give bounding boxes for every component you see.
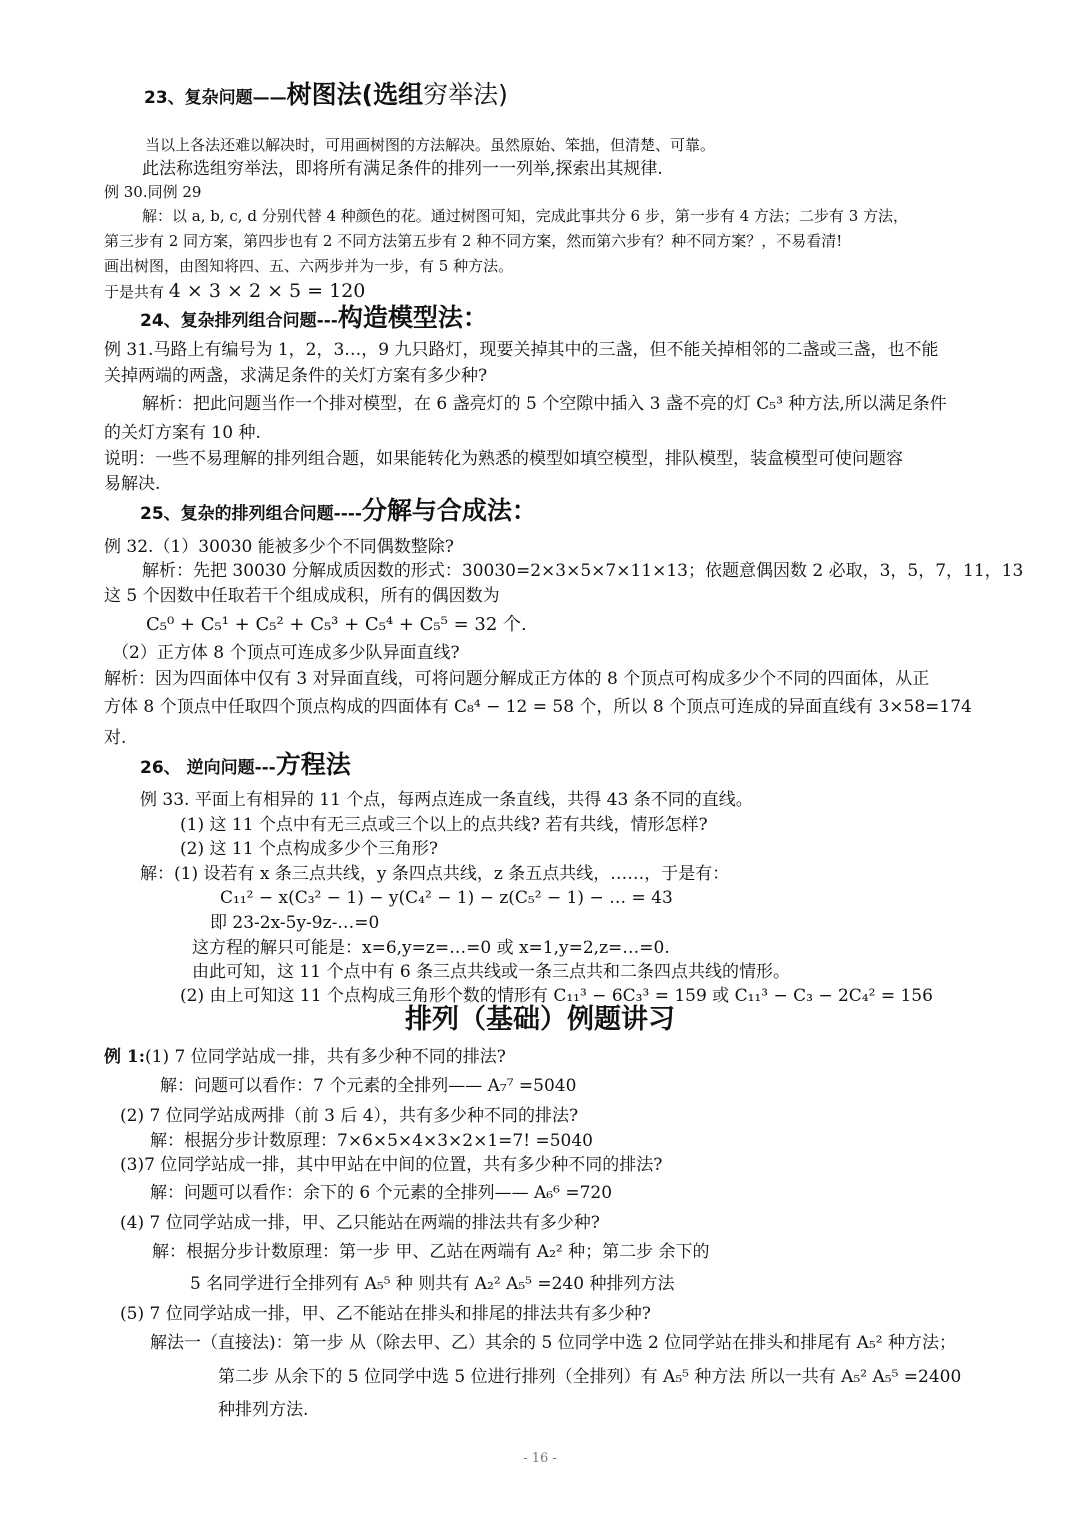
example-1-answer-3: 解：问题可以看作：余下的 6 个元素的全排列—— A₆⁶ =720	[150, 1183, 613, 1203]
example-1-label: 例 1:	[104, 1047, 146, 1067]
s25-line-6: 解析：因为四面体中仅有 3 对异面直线，可将问题分解成正方体的 8 个顶点可构成多少个不同的四面体，从正	[104, 669, 930, 689]
example-1-question-4: (4) 7 位同学站成一排，甲、乙只能站在两端的排法共有多少种?	[120, 1213, 600, 1233]
s26-line-2: (1) 这 11 个点中有无三点或三个以上的点共线? 若有共线，情形怎样?	[180, 815, 708, 835]
s24-line-5: 说明：一些不易理解的排列组合题，如果能转化为熟悉的模型如填空模型，排队模型，装盒模型可使问题容	[104, 449, 903, 469]
s25-formula: C₅⁰ + C₅¹ + C₅² + C₅³ + C₅⁴ + C₅⁵ = 32 个.	[146, 614, 527, 635]
section-24-heading	[140, 303, 488, 333]
section-23-heading-thin: 穷举法)	[423, 80, 508, 109]
s25-line-3: 这 5 个因数中任取若干个组成成积，所有的偶因数为	[104, 586, 500, 606]
example-1-answer-1: 解：问题可以看作：7 个元素的全排列—— A₇⁷ =5040	[160, 1076, 577, 1096]
page-section-title: 排列（基础）例题讲习	[405, 1004, 675, 1035]
section-25-heading	[140, 496, 537, 526]
section-26-heading	[140, 750, 351, 780]
example-1-answer-5c: 种排列方法.	[218, 1400, 309, 1420]
s25-line-8: 对.	[104, 728, 127, 748]
s23-total-prefix: 于是共有	[104, 283, 169, 301]
example-1-answer-2: 解：根据分步计数原理：7×6×5×4×3×2×1=7! =5040	[150, 1131, 593, 1151]
s23-solution-line-1: 解：以 a, b, c, d 分别代替 4 种颜色的花。通过树图可知，完成此事共分 6 步，第一步有 4 方法；二步有 3 方法，	[142, 207, 909, 225]
s25-line-7: 方体 8 个顶点中任取四个顶点构成的四面体有 C₈⁴ − 12 = 58 个，所以 8 个顶点可连成的异面直线有 3×58=174	[104, 697, 972, 717]
example-1-question-3: (3)7 位同学站成一排，其中甲站在中间的位置，共有多少种不同的排法?	[120, 1155, 663, 1175]
section-24-heading-big: 构造模型法：	[337, 303, 488, 332]
example-1-answer-5a: 解法一（直接法)：第一步 从（除去甲、乙）其余的 5 位同学中选 2 位同学站在排头和排尾有 A₅² 种方法；	[150, 1333, 956, 1353]
s24-line-3: 解析：把此问题当作一个排对模型，在 6 盏亮灯的 5 个空隙中插入 3 盏不亮的灯 C₅³ 种方法,所以满足条件	[142, 394, 947, 414]
example-30-label: 例 30.同例 29	[104, 183, 202, 201]
page-number: - 16 -	[523, 1451, 557, 1466]
s24-line-6: 易解决.	[104, 474, 161, 494]
s23-solution-line-3: 画出树图，由图知将四、五、六两步并为一步，有 5 种方法。	[104, 257, 514, 275]
example-1-answer-4b: 5 名同学进行全排列有 A₅⁵ 种 则共有 A₂² A₅⁵ =240 种排列方法	[190, 1274, 675, 1294]
section-23-heading-big: 树图法(选组	[286, 80, 424, 109]
s23-solution-line-2: 第三步有 2 同方案，第四步也有 2 不同方法第五步有 2 种不同方案，然而第六步有？种不同方案？，不易看清!	[104, 232, 843, 250]
s24-line-1: 例 31.马路上有编号为 1，2，3…，9 九只路灯，现要关掉其中的三盏，但不能关掉相邻的二盏或三盏，也不能	[104, 340, 939, 360]
section-26-heading-big: 方程法	[275, 750, 351, 779]
s25-line-5: （2）正方体 8 个顶点可连成多少队异面直线?	[112, 643, 460, 663]
section-25-heading-small: 25、复杂的排列组合问题----	[140, 504, 362, 524]
s26-line-9: (2) 由上可知这 11 个点构成三角形个数的情形有 C₁₁³ − 6C₃³ = 159 或 C₁₁³ − C₃ − 2C₄² = 156	[180, 986, 933, 1006]
section-24-heading-small: 24、复杂排列组合问题---	[140, 311, 338, 331]
s26-equation-2: 即 23-2x-5y-9z-…=0	[210, 913, 380, 933]
example-1-q1-text: (1) 7 位同学站成一排，共有多少种不同的排法?	[145, 1047, 506, 1067]
s23-paragraph-1: 当以上各法还难以解决时，可用画树图的方法解决。虽然原始、笨拙，但清楚、可靠。	[145, 136, 716, 154]
example-1-answer-5b: 第二步 从余下的 5 位同学中选 5 位进行排列（全排列）有 A₅⁵ 种方法 所以一共有 A₅² A₅⁵ =2400	[218, 1367, 962, 1387]
s26-line-4: 解：(1) 设若有 x 条三点共线，y 条四点共线，z 条五点共线，……，于是有：	[140, 864, 730, 884]
example-1-question-1	[104, 1047, 506, 1067]
example-1-question-2: (2) 7 位同学站成两排（前 3 后 4），共有多少种不同的排法?	[120, 1106, 579, 1126]
s26-equation-1: C₁₁² − x(C₃² − 1) − y(C₄² − 1) − z(C₅² − 1) − … = 43	[220, 888, 673, 908]
s25-line-1: 例 32.（1）30030 能被多少个不同偶数整除?	[104, 537, 454, 557]
s24-line-4: 的关灯方案有 10 种.	[104, 423, 261, 443]
section-23-heading	[144, 80, 508, 110]
s23-solution-line-4	[104, 280, 365, 303]
example-1-answer-4a: 解：根据分步计数原理：第一步 甲、乙站在两端有 A₂² 种；第二步 余下的	[152, 1242, 710, 1262]
s25-line-2: 解析：先把 30030 分解成质因数的形式：30030=2×3×5×7×11×13；依题意偶因数 2 必取，3，5，7，11，13	[142, 561, 1024, 581]
s26-line-7: 这方程的解只可能是：x=6,y=z=…=0 或 x=1,y=2,z=…=0.	[192, 938, 670, 958]
s24-line-2: 关掉两端的两盏，求满足条件的关灯方案有多少种?	[104, 366, 488, 386]
s26-line-3: (2) 这 11 个点构成多少个三角形?	[180, 839, 439, 859]
section-26-heading-small: 26、 逆向问题---	[140, 758, 276, 778]
section-25-heading-big: 分解与合成法：	[361, 496, 537, 525]
s23-paragraph-2: 此法称选组穷举法，即将所有满足条件的排列一一列举,探索出其规律.	[142, 159, 663, 179]
s23-total-formula: 4 × 3 × 2 × 5 = 120	[168, 280, 366, 302]
section-23-heading-small: 23、复杂问题——	[144, 88, 287, 108]
s26-line-1: 例 33. 平面上有相异的 11 个点，每两点连成一条直线，共得 43 条不同的直线。	[140, 790, 753, 810]
example-1-question-5: (5) 7 位同学站成一排，甲、乙不能站在排头和排尾的排法共有多少种?	[120, 1304, 651, 1324]
s26-line-8: 由此可知，这 11 个点中有 6 条三点共线或一条三点共和二条四点共线的情形。	[192, 962, 791, 982]
